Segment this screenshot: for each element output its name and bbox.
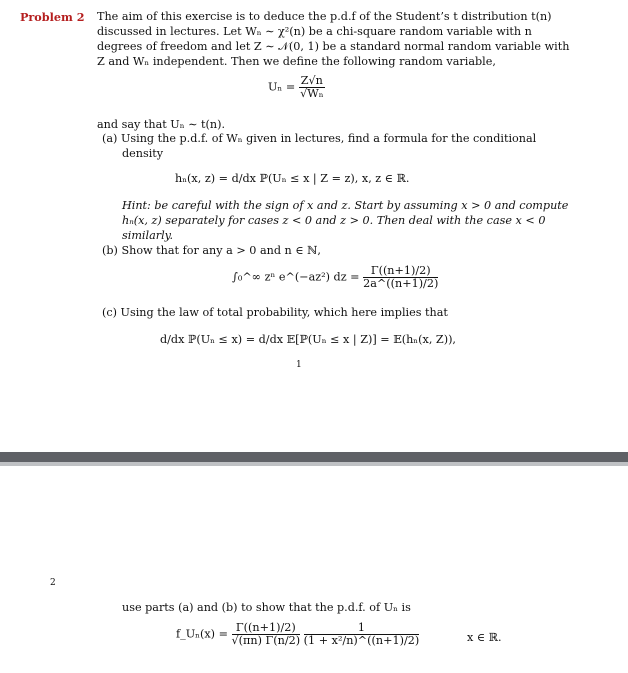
final-lhs: f_Uₙ(x) = <box>176 627 228 641</box>
final-denominator-1: √(πn) Γ(n/2) <box>231 634 301 647</box>
final-domain: x ∈ ℝ. <box>467 631 502 644</box>
hint-line-3: similarly. <box>122 229 174 242</box>
final-denominator-2: (1 + x²/n)^((n+1)/2) <box>303 634 420 647</box>
page-number-2: 2 <box>50 578 56 588</box>
part-b-line: (b) Show that for any a > 0 and n ∈ ℕ, <box>102 244 321 257</box>
part-a-equation: hₙ(x, z) = d/dx ℙ(Uₙ ≤ x | Z = z), x, z ∈ ℝ. <box>175 172 410 185</box>
page-divider <box>0 452 628 466</box>
intro-line-4: Z and Wₙ independent. Then we define the following random variable, <box>97 55 496 68</box>
final-fraction-2 <box>304 622 420 647</box>
intro-line-3: degrees of freedom and let Z ∼ 𝒩(0, 1) be a standard normal random variable with <box>97 40 570 53</box>
part-c-line: (c) Using the law of total probability, which here implies that <box>102 306 448 319</box>
final-numerator-2: 1 <box>304 622 420 635</box>
hint-line-2: hₙ(x, z) separately for cases z < 0 and z > 0. Then deal with the case x < 0 <box>122 214 546 227</box>
final-equation <box>176 622 419 647</box>
page-number-1: 1 <box>296 360 302 370</box>
part-c-equation: d/dx ℙ(Uₙ ≤ x) = d/dx 𝔼[ℙ(Uₙ ≤ x | Z)] = 𝔼(hₙ(x, Z)), <box>160 333 456 346</box>
definition-fraction <box>299 75 325 100</box>
final-fraction-1 <box>232 622 301 647</box>
say-line: and say that Uₙ ∼ t(n). <box>97 118 226 131</box>
definition-equation <box>268 75 325 100</box>
final-line: use parts (a) and (b) to show that the p.d.f. of Uₙ is <box>122 601 411 614</box>
pdf-page-2 <box>0 466 628 673</box>
hint-line-1: Hint: be careful with the sign of x and z. Start by assuming x > 0 and compute <box>122 199 569 212</box>
part-a-line-1: (a) Using the p.d.f. of Wₙ given in lectures, find a formula for the conditional <box>102 132 537 145</box>
part-a-line-2: density <box>122 147 164 160</box>
definition-denominator: √Wₙ <box>300 87 324 100</box>
definition-lhs: Uₙ = <box>268 80 296 94</box>
part-b-denominator: 2a^((n+1)/2) <box>363 277 439 290</box>
intro-line-1: The aim of this exercise is to deduce the p.d.f of the Student’s t distribution t(n) <box>97 10 552 23</box>
part-b-lhs: ∫₀^∞ zⁿ e^(−az²) dz = <box>232 270 360 284</box>
final-numerator-1: Γ((n+1)/2) <box>232 622 301 635</box>
part-b-fraction <box>363 265 438 290</box>
definition-numerator: Z√n <box>300 74 323 87</box>
intro-line-2: discussed in lectures. Let Wₙ ∼ χ²(n) be a chi-square random variable with n <box>97 25 532 38</box>
part-b-numerator: Γ((n+1)/2) <box>363 265 438 278</box>
part-b-equation <box>232 265 438 290</box>
problem-label: Problem 2 <box>20 10 85 24</box>
